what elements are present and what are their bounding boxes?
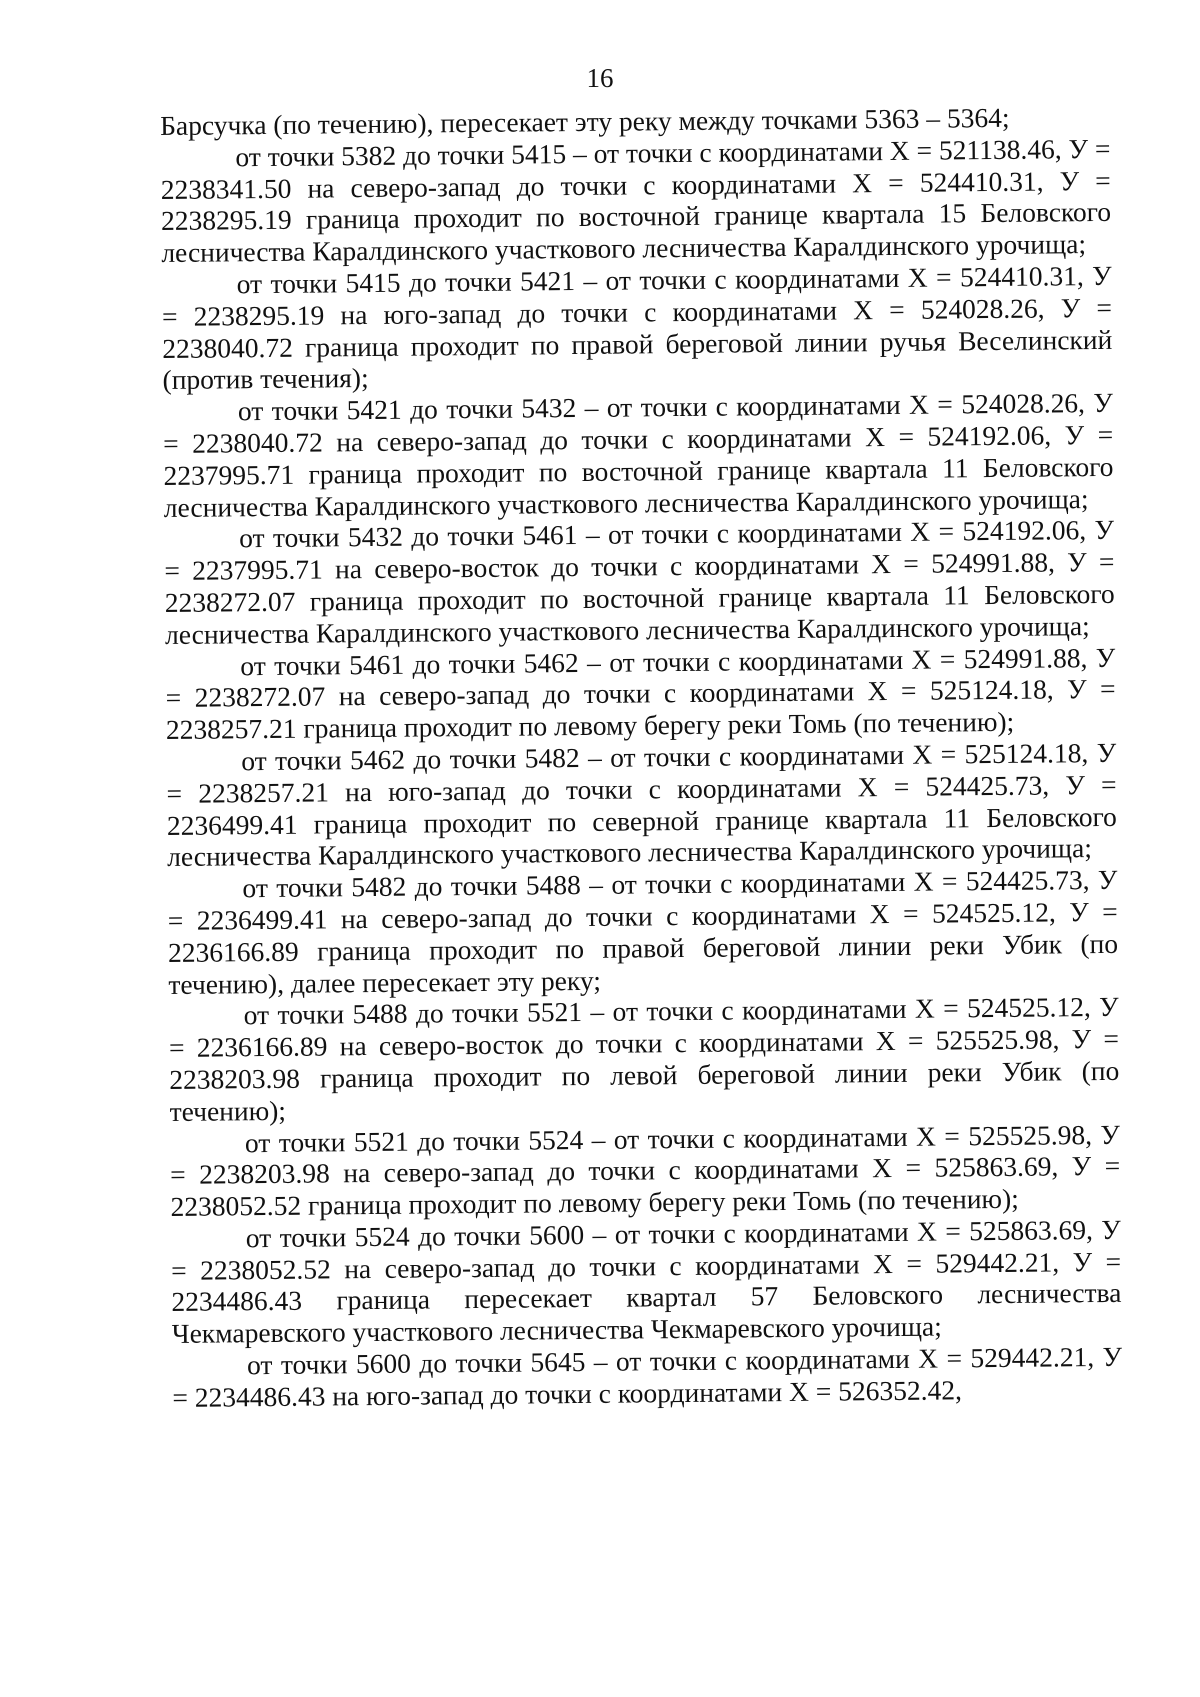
paragraph-segment-5488-5521: от точки 5488 до точки 5521 – от точки с координатами Х = 524525.12, У = 2236166.89 на северо-восток до точки с координатами Х = 525525.98, У = 2238203.98 граница проходит по левой береговой линии реки Убик (по течению); (168, 991, 1120, 1127)
paragraph-segment-5432-5461: от точки 5432 до точки 5461 – от точки с координатами Х = 524192.06, У = 2237995.71 на северо-восток до точки с координатами Х = 524991.88, У = 2238272.07 граница проходит по восточной границе квартала 11 Беловского лесничества Каралдинского участкового лесничества Каралдинского урочища; (164, 514, 1115, 650)
paragraph-segment-5524-5600: от точки 5524 до точки 5600 – от точки с координатами Х = 525863.69, У = 2238052.52 на северо-запад до точки с координатами Х = 529442.21, У = 2234486.43 граница пересекает квартал 57 Беловского лесничества Чекмаревского участкового лесничества Чекмаревского урочища; (170, 1213, 1122, 1350)
paragraph-segment-5521-5524: от точки 5521 до точки 5524 – от точки с координатами Х = 525525.98, У = 2238203.98 на северо-запад до точки с координатами Х = 525863.69, У = 2238052.52 граница проходит по левому берегу реки Томь (по течению); (170, 1118, 1121, 1223)
paragraph-segment-5421-5432: от точки 5421 до точки 5432 – от точки с координатами Х = 524028.26, У = 2238040.72 на северо-запад до точки с координатами Х = 524192.06, У = 2237995.71 граница проходит по восточной границе квартала 11 Беловского лесничества Каралдинского участкового лесничества Каралдинского урочища; (163, 387, 1114, 523)
paragraph-segment-5482-5488: от точки 5482 до точки 5488 – от точки с координатами Х = 524425.73, У = 2236499.41 на северо-запад до точки с координатами Х = 524525.12, У = 2236166.89 граница проходит по правой береговой линии реки Убик (по течению), далее пересекает эту реку; (167, 863, 1119, 1000)
page-number: 16 (586, 63, 614, 93)
paragraph-segment-5462-5482: от точки 5462 до точки 5482 – от точки с координатами Х = 525124.18, У = 2238257.21 на юго-запад до точки с координатами Х = 524425.73, У = 2236499.41 граница проходит по северной границе квартала 11 Беловского лесничества Каралдинского участкового лесничества Каралдинского урочища; (166, 736, 1117, 873)
paragraph-segment-5415-5421: от точки 5415 до точки 5421 – от точки с координатами Х = 524410.31, У = 2238295.19 на юго-запад до точки с координатами Х = 524028.26, У = 2238040.72 граница проходит по правой береговой линии ручья Веселинский (против течения); (161, 259, 1113, 396)
paragraph-segment-5600-5645: от точки 5600 до точки 5645 – от точки с координатами Х = 529442.21, У = 2234486.43 на юго-запад до точки с координатами Х = 526352.42, (172, 1340, 1123, 1413)
paragraph-continuation: Барсучка (по течению), пересекает эту реку между точками 5363 – 5364; (160, 101, 1010, 141)
document-body (160, 101, 1122, 1414)
paragraph-segment-5382-5415: от точки 5382 до точки 5415 – от точки с координатами Х = 521138.46, У = 2238341.50 на северо-запад до точки с координатами Х = 524410.31, У = 2238295.19 граница проходит по восточной границе квартала 15 Беловского лесничества Каралдинского участкового лесничества Каралдинского урочища; (160, 132, 1112, 269)
paragraph-segment-5461-5462: от точки 5461 до точки 5462 – от точки с координатами Х = 524991.88, У = 2238272.07 на северо-запад до точки с координатами Х = 525124.18, У = 2238257.21 граница проходит по левому берегу реки Томь (по течению); (165, 641, 1116, 746)
